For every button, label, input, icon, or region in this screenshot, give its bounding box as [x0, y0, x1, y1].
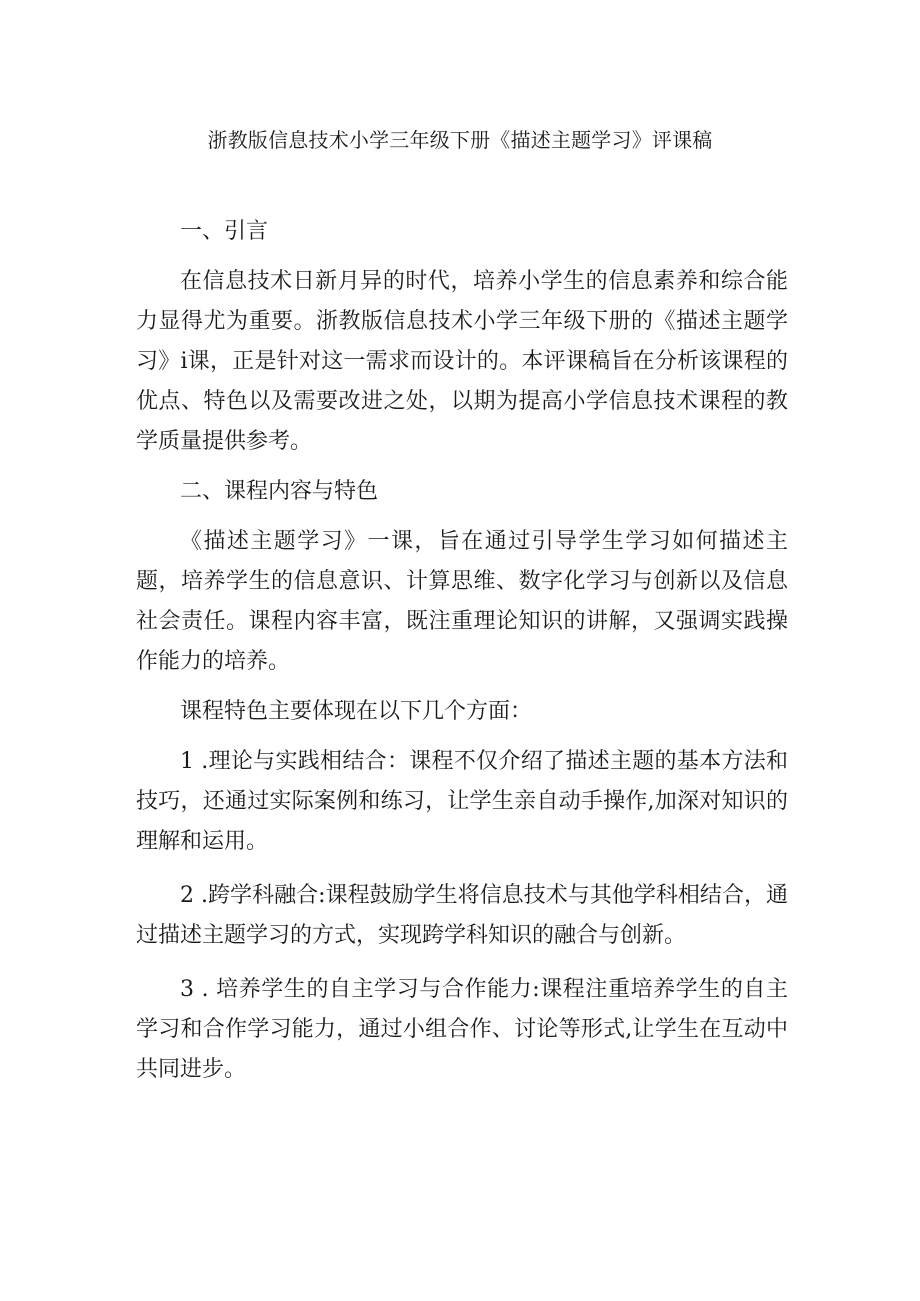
section-heading-intro: 一、引言: [180, 219, 269, 244]
feature-item-3: 3 . 培养学生的自主学习与合作能力:课程注重培养学生的自主学习和合作学习能力，通过小组合作、讨论等形式,让学生在互动中共同进步。: [136, 977, 788, 1082]
features-intro-paragraph: 课程特色主要体现在以下几个方面：: [180, 699, 533, 724]
document-body: [136, 212, 788, 1104]
content-paragraph: 《描述主题学习》一课，旨在通过引导学生学习如何描述主题，培养学生的信息意识、计算思维、数字化学习与创新以及信息社会责任。课程内容丰富，既注重理论知识的讲解，又强调实践操作能力的培养。: [136, 529, 788, 674]
feature-item-1: 1 .理论与实践相结合：课程不仅介绍了描述主题的基本方法和技巧，还通过实际案例和练习，让学生亲自动手操作,加深对知识的理解和运用。: [136, 749, 788, 854]
feature-item-2: 2 .跨学科融合:课程鼓励学生将信息技术与其他学科相结合，通过描述主题学习的方式，实现跨学科知识的融合与创新。: [136, 883, 788, 948]
intro-paragraph: 在信息技术日新月异的时代，培养小学生的信息素养和综合能力显得尤为重要。浙教版信息技术小学三年级下册的《描述主题学习》i课，正是针对这一需求而设计的。本评课稿旨在分析该课程的优点、特色以及需要改进之处，以期为提高小学信息技术课程的教学质量提供参考。: [136, 269, 788, 454]
section-heading-content: 二、课程内容与特色: [180, 479, 379, 504]
document-title: 浙教版信息技术小学三年级下册《描述主题学习》评课稿: [207, 128, 713, 152]
